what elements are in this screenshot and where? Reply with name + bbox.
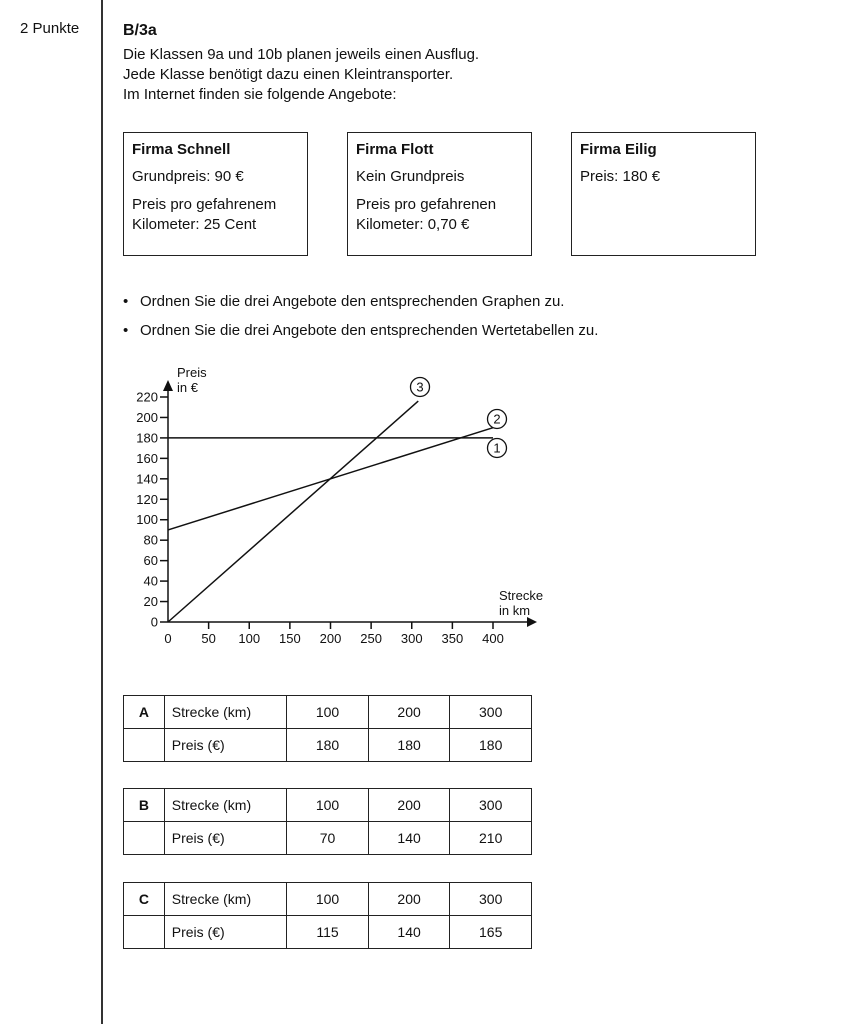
cell: 140 — [368, 916, 450, 949]
offer-line: Preis: 180 € — [580, 168, 661, 185]
instruction-item: • Ordnen Sie die drei Angebote den entsprechenden Graphen zu. — [123, 292, 598, 321]
y-axis-arrow-icon — [163, 380, 173, 391]
y-tick-label: 200 — [136, 409, 158, 425]
cell: 180 — [287, 729, 369, 762]
x-tick-label: 300 — [400, 631, 423, 646]
offer-title: Firma Eilig — [580, 141, 657, 158]
value-table-c — [123, 882, 532, 949]
y-tick-label: 160 — [136, 450, 158, 466]
x-tick-label: 200 — [319, 631, 342, 646]
x-tick-label: 250 — [360, 631, 382, 646]
value-table-b — [123, 788, 532, 855]
cell: 180 — [450, 729, 532, 762]
y-tick-label: 0 — [150, 614, 158, 630]
x-axis-arrow-icon — [527, 617, 537, 627]
y-tick-label: 40 — [143, 573, 158, 589]
cell: 180 — [368, 729, 450, 762]
offer-line: Preis pro gefahrenem — [132, 196, 277, 213]
series-marker-label: 2 — [493, 411, 501, 427]
row-header: Strecke (km) — [164, 789, 287, 822]
cell: 200 — [368, 696, 450, 729]
cell: 210 — [450, 822, 532, 855]
row-header: Strecke (km) — [164, 696, 287, 729]
chart-axes — [168, 387, 530, 622]
offer-line: Kein Grundpreis — [356, 168, 465, 185]
chart-lines — [168, 401, 493, 622]
x-tick-label: 400 — [482, 631, 504, 646]
x-tick-label: 350 — [441, 631, 464, 646]
offer-line: Kilometer: 25 Cent — [132, 216, 257, 233]
series-marker-label: 1 — [493, 440, 501, 456]
task-id: B/3a — [123, 22, 157, 39]
y-tick-label: 20 — [143, 594, 158, 610]
cell: 200 — [368, 789, 450, 822]
y-axis-label: Preis — [177, 365, 207, 380]
cell: 100 — [287, 696, 369, 729]
offer-line: Grundpreis: 90 € — [132, 168, 244, 185]
x-tick-label: 50 — [201, 631, 216, 646]
cell: 140 — [368, 822, 450, 855]
intro-line: Jede Klasse benötigt dazu einen Kleintransporter. — [123, 66, 454, 83]
x-tick-label: 0 — [164, 631, 172, 646]
instruction-item: • Ordnen Sie die drei Angebote den entsprechenden Wertetabellen zu. — [123, 321, 598, 350]
table-label: A — [124, 696, 165, 729]
points-label: 2 Punkte — [20, 20, 80, 37]
y-tick-label: 220 — [136, 389, 158, 405]
y-tick-label: 140 — [136, 471, 158, 487]
x-axis-label: in km — [499, 603, 531, 618]
cell: 300 — [450, 789, 532, 822]
y-ticks — [136, 390, 168, 630]
cell: 300 — [450, 883, 532, 916]
series-line-3 — [168, 401, 418, 622]
cell: 300 — [450, 696, 532, 729]
table-label: B — [124, 789, 165, 822]
value-table-a — [123, 695, 532, 762]
x-axis-label: Strecke — [499, 588, 544, 603]
cell: 100 — [287, 883, 369, 916]
series-marker-label: 3 — [416, 379, 424, 395]
y-tick-label: 60 — [143, 553, 158, 569]
cell: 200 — [368, 883, 450, 916]
y-axis-label: in € — [177, 380, 198, 395]
row-header: Preis (€) — [164, 822, 287, 855]
cell: 165 — [450, 916, 532, 949]
cell: 70 — [287, 822, 369, 855]
offer-title: Firma Schnell — [132, 141, 231, 158]
cell: 115 — [287, 916, 369, 949]
intro-line: Die Klassen 9a und 10b planen jeweils einen Ausflug. — [123, 46, 480, 63]
y-tick-label: 120 — [136, 491, 158, 507]
y-tick-label: 100 — [136, 512, 158, 528]
cell: 100 — [287, 789, 369, 822]
table-label: C — [124, 883, 165, 916]
row-header: Strecke (km) — [164, 883, 287, 916]
x-ticks — [164, 622, 503, 646]
x-tick-label: 150 — [279, 631, 301, 646]
intro-line: Im Internet finden sie folgende Angebote: — [123, 86, 397, 103]
row-header: Preis (€) — [164, 916, 287, 949]
line-markers — [411, 378, 507, 458]
offer-line: Kilometer: 0,70 € — [356, 216, 470, 233]
y-tick-label: 80 — [143, 532, 158, 548]
row-header: Preis (€) — [164, 729, 287, 762]
y-tick-label: 180 — [136, 430, 158, 446]
offer-line: Preis pro gefahrenen — [356, 196, 497, 213]
offer-title: Firma Flott — [356, 141, 434, 158]
x-tick-label: 100 — [238, 631, 261, 646]
